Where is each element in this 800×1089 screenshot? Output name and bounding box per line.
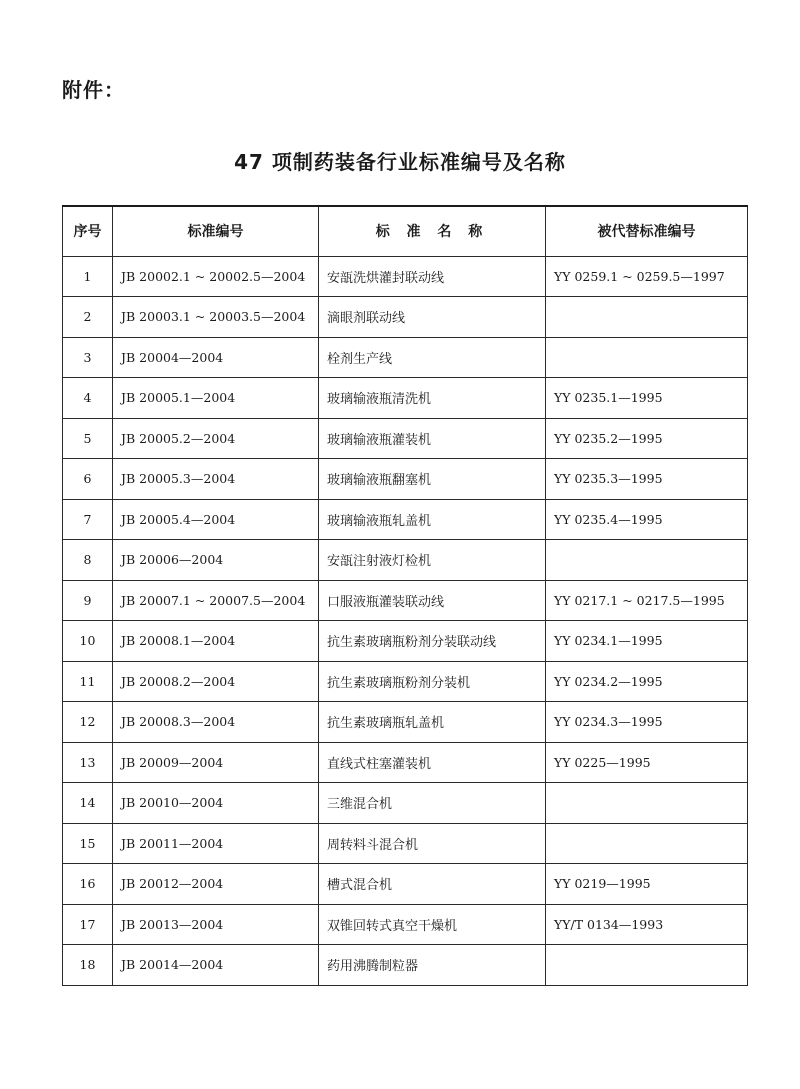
serial-number-cell: 6 bbox=[63, 459, 113, 500]
replaced-code-cell: YY 0225—1995 bbox=[546, 742, 748, 783]
standard-code-cell: JB 20005.2—2004 bbox=[113, 418, 319, 459]
standard-code-cell: JB 20010—2004 bbox=[113, 783, 319, 824]
table-row bbox=[63, 661, 748, 702]
serial-number-cell: 9 bbox=[63, 580, 113, 621]
table-row bbox=[63, 823, 748, 864]
standards-table bbox=[62, 205, 748, 986]
table-row bbox=[63, 783, 748, 824]
standard-code-cell: JB 20009—2004 bbox=[113, 742, 319, 783]
header-standard-code: 标准编号 bbox=[113, 206, 319, 256]
table-row bbox=[63, 540, 748, 581]
standard-name-cell: 安瓿洗烘灌封联动线 bbox=[319, 256, 546, 297]
header-serial-number: 序号 bbox=[63, 206, 113, 256]
standard-code-cell: JB 20005.1—2004 bbox=[113, 378, 319, 419]
replaced-code-cell bbox=[546, 337, 748, 378]
table-row bbox=[63, 337, 748, 378]
serial-number-cell: 16 bbox=[63, 864, 113, 905]
serial-number-cell: 13 bbox=[63, 742, 113, 783]
table-row bbox=[63, 499, 748, 540]
replaced-code-cell: YY 0235.4—1995 bbox=[546, 499, 748, 540]
table-row bbox=[63, 459, 748, 500]
standard-name-cell: 栓剂生产线 bbox=[319, 337, 546, 378]
replaced-code-cell: YY 0219—1995 bbox=[546, 864, 748, 905]
replaced-code-cell bbox=[546, 823, 748, 864]
standard-code-cell: JB 20006—2004 bbox=[113, 540, 319, 581]
standard-code-cell: JB 20014—2004 bbox=[113, 945, 319, 986]
standard-name-cell: 槽式混合机 bbox=[319, 864, 546, 905]
table-row bbox=[63, 297, 748, 338]
standard-name-cell: 抗生素玻璃瓶轧盖机 bbox=[319, 702, 546, 743]
replaced-code-cell: YY 0234.3—1995 bbox=[546, 702, 748, 743]
standard-name-cell: 安瓿注射液灯检机 bbox=[319, 540, 546, 581]
serial-number-cell: 3 bbox=[63, 337, 113, 378]
table-row bbox=[63, 904, 748, 945]
table-row bbox=[63, 742, 748, 783]
table-row bbox=[63, 864, 748, 905]
standard-name-cell: 抗生素玻璃瓶粉剂分装联动线 bbox=[319, 621, 546, 662]
standard-name-cell: 玻璃输液瓶翻塞机 bbox=[319, 459, 546, 500]
serial-number-cell: 1 bbox=[63, 256, 113, 297]
table-row bbox=[63, 256, 748, 297]
replaced-code-cell: YY 0234.2—1995 bbox=[546, 661, 748, 702]
serial-number-cell: 18 bbox=[63, 945, 113, 986]
replaced-code-cell: YY 0235.2—1995 bbox=[546, 418, 748, 459]
standard-code-cell: JB 20004—2004 bbox=[113, 337, 319, 378]
table-row bbox=[63, 945, 748, 986]
header-standard-name: 标 准 名 称 bbox=[319, 206, 546, 256]
standard-code-cell: JB 20007.1 ~ 20007.5—2004 bbox=[113, 580, 319, 621]
standard-name-cell: 玻璃输液瓶轧盖机 bbox=[319, 499, 546, 540]
standard-code-cell: JB 20002.1 ~ 20002.5—2004 bbox=[113, 256, 319, 297]
serial-number-cell: 11 bbox=[63, 661, 113, 702]
standard-name-cell: 玻璃输液瓶清洗机 bbox=[319, 378, 546, 419]
serial-number-cell: 2 bbox=[63, 297, 113, 338]
standard-name-cell: 玻璃输液瓶灌装机 bbox=[319, 418, 546, 459]
standard-code-cell: JB 20012—2004 bbox=[113, 864, 319, 905]
serial-number-cell: 5 bbox=[63, 418, 113, 459]
replaced-code-cell: YY 0259.1 ~ 0259.5—1997 bbox=[546, 256, 748, 297]
standard-code-cell: JB 20005.4—2004 bbox=[113, 499, 319, 540]
standard-name-cell: 抗生素玻璃瓶粉剂分装机 bbox=[319, 661, 546, 702]
standard-code-cell: JB 20008.2—2004 bbox=[113, 661, 319, 702]
standard-code-cell: JB 20011—2004 bbox=[113, 823, 319, 864]
header-replaced-code: 被代替标准编号 bbox=[546, 206, 748, 256]
standard-name-cell: 直线式柱塞灌装机 bbox=[319, 742, 546, 783]
standard-name-cell: 滴眼剂联动线 bbox=[319, 297, 546, 338]
standard-name-cell: 双锥回转式真空干燥机 bbox=[319, 904, 546, 945]
standard-code-cell: JB 20008.1—2004 bbox=[113, 621, 319, 662]
table-row bbox=[63, 621, 748, 662]
table-header bbox=[63, 206, 748, 256]
standard-code-cell: JB 20005.3—2004 bbox=[113, 459, 319, 500]
table-row bbox=[63, 702, 748, 743]
standard-name-cell: 药用沸腾制粒器 bbox=[319, 945, 546, 986]
table-row bbox=[63, 378, 748, 419]
standard-name-cell: 口服液瓶灌装联动线 bbox=[319, 580, 546, 621]
standard-name-cell: 周转料斗混合机 bbox=[319, 823, 546, 864]
serial-number-cell: 17 bbox=[63, 904, 113, 945]
header-row bbox=[63, 206, 748, 256]
replaced-code-cell: YY 0217.1 ~ 0217.5—1995 bbox=[546, 580, 748, 621]
serial-number-cell: 14 bbox=[63, 783, 113, 824]
replaced-code-cell: YY 0235.1—1995 bbox=[546, 378, 748, 419]
attachment-label: 附件： bbox=[62, 78, 125, 102]
standard-code-cell: JB 20008.3—2004 bbox=[113, 702, 319, 743]
replaced-code-cell: YY 0234.1—1995 bbox=[546, 621, 748, 662]
table-row bbox=[63, 418, 748, 459]
serial-number-cell: 12 bbox=[63, 702, 113, 743]
document-title: 47 项制药装备行业标准编号及名称 bbox=[234, 150, 566, 174]
serial-number-cell: 8 bbox=[63, 540, 113, 581]
replaced-code-cell: YY 0235.3—1995 bbox=[546, 459, 748, 500]
replaced-code-cell bbox=[546, 540, 748, 581]
serial-number-cell: 15 bbox=[63, 823, 113, 864]
replaced-code-cell bbox=[546, 783, 748, 824]
replaced-code-cell bbox=[546, 945, 748, 986]
replaced-code-cell: YY/T 0134—1993 bbox=[546, 904, 748, 945]
serial-number-cell: 10 bbox=[63, 621, 113, 662]
replaced-code-cell bbox=[546, 297, 748, 338]
serial-number-cell: 7 bbox=[63, 499, 113, 540]
table-row bbox=[63, 580, 748, 621]
standard-code-cell: JB 20013—2004 bbox=[113, 904, 319, 945]
table-body bbox=[63, 256, 748, 985]
serial-number-cell: 4 bbox=[63, 378, 113, 419]
standard-name-cell: 三维混合机 bbox=[319, 783, 546, 824]
standard-code-cell: JB 20003.1 ~ 20003.5—2004 bbox=[113, 297, 319, 338]
